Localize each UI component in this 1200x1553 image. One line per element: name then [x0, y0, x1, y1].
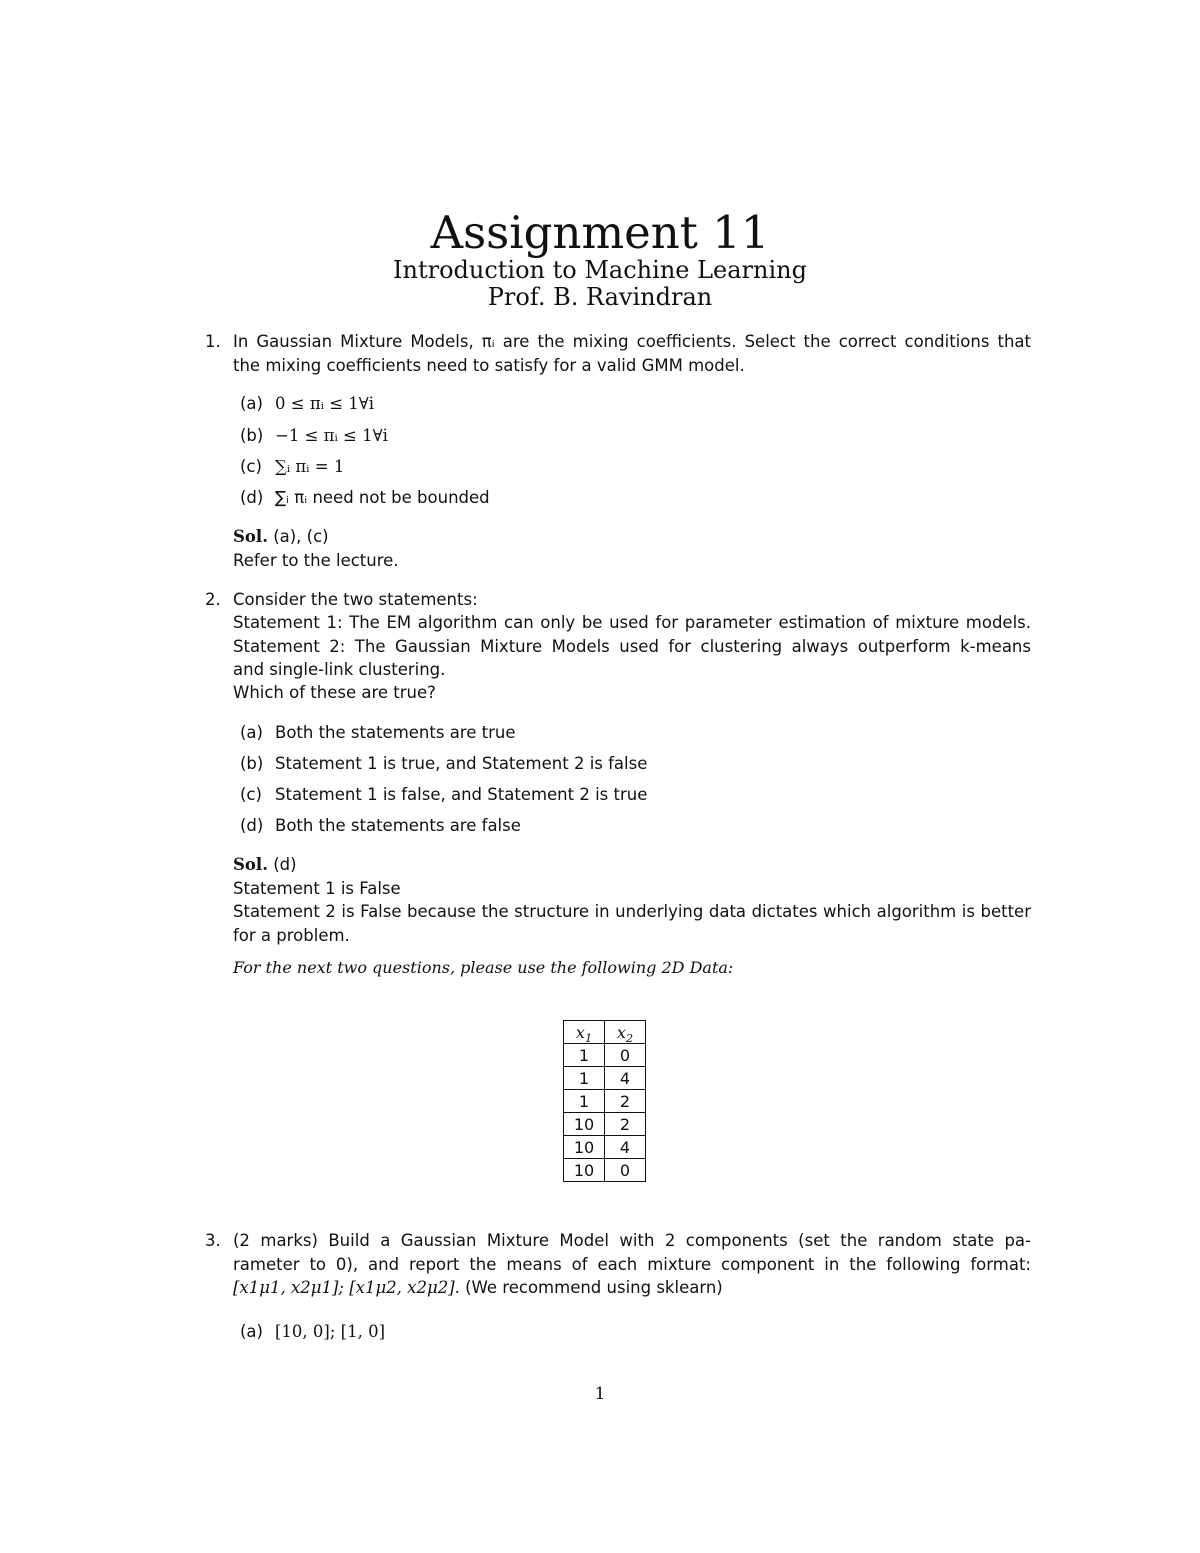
question-number: 2. — [205, 590, 221, 609]
table-cell: 10 — [564, 1159, 605, 1182]
table-cell: 1 — [564, 1090, 605, 1113]
data-intro: For the next two questions, please use the following 2D Data: — [233, 958, 734, 977]
option-label: (c) — [240, 457, 262, 476]
table-header-row — [564, 1021, 646, 1044]
option-label: (a) — [240, 723, 263, 742]
option-label: (a) — [240, 394, 263, 413]
option-text: Statement 1 is false, and Statement 2 is true — [275, 785, 648, 804]
table-row — [564, 1090, 646, 1113]
mean-format: [x1μ1, x2μ1]; [x1μ2, x2μ2]. — [233, 1278, 460, 1297]
question-text-line: Statement 1: The EM algorithm can only be used for parameter estimation of mixture models. — [233, 613, 1031, 632]
solution-label: Sol. — [233, 527, 268, 546]
course-subtitle: Introduction to Machine Learning — [393, 256, 807, 284]
question-text-rest: (We recommend using sklearn) — [465, 1278, 723, 1297]
page-number: 1 — [594, 1384, 606, 1404]
option-text: [10, 0]; [1, 0] — [275, 1322, 386, 1341]
question-text-line: rameter to 0), and report the means of each mixture component in the following format: — [233, 1255, 1031, 1274]
explanation-line: for a problem. — [233, 926, 350, 945]
question-number: 1. — [205, 332, 221, 351]
explanation-line: Statement 2 is False because the structure in underlying data dictates which algorithm is better — [233, 902, 1031, 921]
question-text-line: In Gaussian Mixture Models, πᵢ are the mixing coefficients. Select the correct conditions that — [233, 332, 1031, 351]
option-label: (b) — [240, 426, 264, 445]
data-table — [563, 1020, 646, 1182]
table-cell: 0 — [605, 1159, 646, 1182]
table-cell: 2 — [605, 1113, 646, 1136]
question-text-line: and single-link clustering. — [233, 660, 446, 679]
option-label: (d) — [240, 816, 264, 835]
solution-line — [233, 853, 297, 877]
document-title: Assignment 11 — [430, 206, 770, 259]
solution-answer: (d) — [273, 855, 297, 874]
question-text-line: (2 marks) Build a Gaussian Mixture Model with 2 components (set the random state pa- — [233, 1231, 1031, 1250]
table-row — [564, 1136, 646, 1159]
table-cell: 10 — [564, 1113, 605, 1136]
solution-answer: (a), (c) — [273, 527, 329, 546]
table-cell: 2 — [605, 1090, 646, 1113]
question-text-line: Consider the two statements: — [233, 590, 478, 609]
table-cell: 10 — [564, 1136, 605, 1159]
column-header-x1: $x_1$ — [564, 1021, 605, 1044]
option-label: (c) — [240, 785, 262, 804]
question-text-line: Statement 2: The Gaussian Mixture Models used for clustering always outperform k-means — [233, 637, 1031, 656]
question-text-line: the mixing coefficients need to satisfy for a valid GMM model. — [233, 356, 745, 375]
option-label: (a) — [240, 1322, 263, 1341]
column-header-x2: $x_2$ — [605, 1021, 646, 1044]
table-cell: 1 — [564, 1044, 605, 1067]
table-cell: 1 — [564, 1067, 605, 1090]
solution-label: Sol. — [233, 855, 268, 874]
table-body — [564, 1044, 646, 1182]
option-text: Statement 1 is true, and Statement 2 is false — [275, 754, 648, 773]
option-text: Both the statements are true — [275, 723, 516, 742]
solution-line — [233, 525, 329, 549]
option-text: −1 ≤ πᵢ ≤ 1∀i — [275, 426, 388, 445]
option-text: Both the statements are false — [275, 816, 521, 835]
author-line: Prof. B. Ravindran — [487, 283, 713, 311]
table-row — [564, 1159, 646, 1182]
table-cell: 4 — [605, 1067, 646, 1090]
table-cell: 4 — [605, 1136, 646, 1159]
question-text-line: Which of these are true? — [233, 683, 436, 702]
explanation-line: Refer to the lecture. — [233, 551, 399, 570]
table-cell: 0 — [605, 1044, 646, 1067]
option-text: ∑ᵢ πᵢ need not be bounded — [275, 488, 490, 507]
question-text-line — [233, 1276, 723, 1300]
explanation-line: Statement 1 is False — [233, 879, 401, 898]
option-label: (b) — [240, 754, 264, 773]
table-row — [564, 1044, 646, 1067]
table-row — [564, 1067, 646, 1090]
question-number: 3. — [205, 1231, 221, 1250]
table-row — [564, 1113, 646, 1136]
option-text: ∑ᵢ πᵢ = 1 — [275, 457, 345, 476]
option-label: (d) — [240, 488, 264, 507]
option-text: 0 ≤ πᵢ ≤ 1∀i — [275, 394, 375, 413]
